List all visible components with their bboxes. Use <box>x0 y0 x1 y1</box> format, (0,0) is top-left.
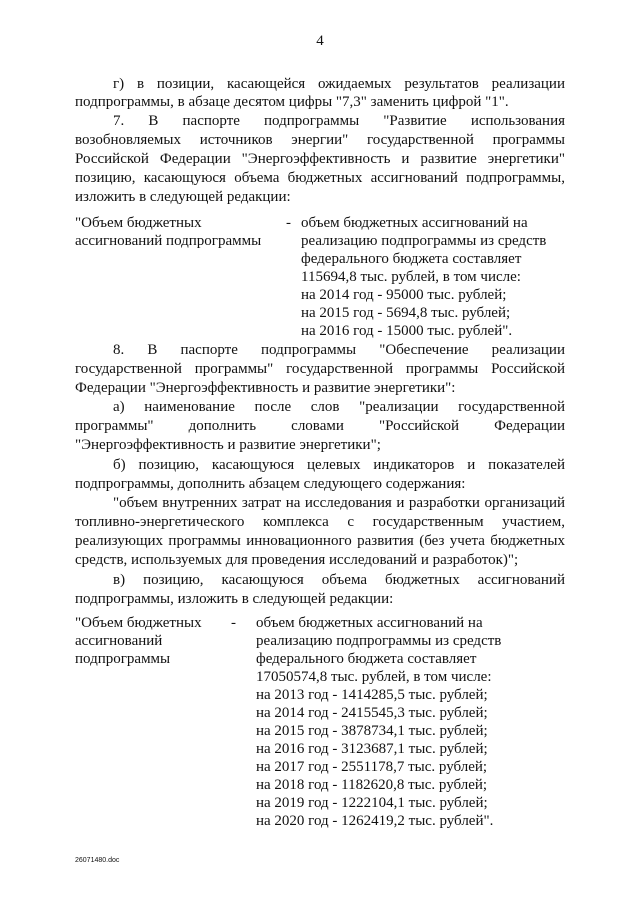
para-7-line-4: позицию, касающуюся объема бюджетных ассигнований подпрограммы, <box>75 170 565 186</box>
para-7-line-1: 7. В паспорте подпрограммы "Развитие использования <box>113 113 565 129</box>
table-1-value-line: на 2016 год - 15000 тыс. рублей". <box>301 323 513 339</box>
quote-line-1: "объем внутренних затрат на исследования и разработки организаций <box>113 495 565 511</box>
quote-line-3: реализующих программы инновационного развития (без учета бюджетных <box>75 533 565 549</box>
para-g-line-2: подпрограммы, в абзаце десятом цифры "7,3" заменить цифрой "1". <box>75 94 509 110</box>
para-8a-line-1: а) наименование после слов "реализации государственной <box>113 399 565 415</box>
para-8-line-3: Федерации "Энергоэффективность и развитие энергетики": <box>75 380 456 396</box>
para-8v-line-2: подпрограммы, изложить в следующей редакции: <box>75 591 394 607</box>
table-2-value-line: реализацию подпрограммы из средств <box>256 633 502 649</box>
table-1-value-line: федерального бюджета составляет <box>301 251 522 267</box>
table-1-value-line: на 2015 год - 5694,8 тыс. рублей; <box>301 305 511 321</box>
table-2-value-line: на 2019 год - 1222104,1 тыс. рублей; <box>256 795 488 811</box>
table-2-value-line: на 2013 год - 1414285,5 тыс. рублей; <box>256 687 488 703</box>
para-8a-line-3: "Энергоэффективность и развитие энергетики"; <box>75 437 381 453</box>
table-2-value-line: на 2014 год - 2415545,3 тыс. рублей; <box>256 705 488 721</box>
table-1-dash: - <box>286 215 291 231</box>
para-8v-line-1: в) позицию, касающуюся объема бюджетных ассигнований <box>113 572 565 588</box>
table-2-value-line: на 2018 год - 1182620,8 тыс. рублей; <box>256 777 488 793</box>
table-1-value-line: объем бюджетных ассигнований на <box>301 215 528 231</box>
para-7-line-2: возобновляемых источников энергии" государственной программы <box>75 132 565 148</box>
table-2-value-line: на 2017 год - 2551178,7 тыс. рублей; <box>256 759 488 775</box>
table-1-value-line: реализацию подпрограммы из средств <box>301 233 547 249</box>
table-2-value-line: 17050574,8 тыс. рублей, в том числе: <box>256 669 492 685</box>
para-8-line-2: государственной программы" государственной программы Российской <box>75 361 565 377</box>
table-2-value-line: объем бюджетных ассигнований на <box>256 615 483 631</box>
para-8a-line-2: программы" дополнить словами "Российской Федерации <box>75 418 565 434</box>
table-2-dash: - <box>231 615 236 631</box>
table-2-value-line: на 2016 год - 3123687,1 тыс. рублей; <box>256 741 488 757</box>
para-8b-line-1: б) позицию, касающуюся целевых индикаторов и показателей <box>113 457 565 473</box>
table-2-label-line-2: ассигнований <box>75 633 163 649</box>
table-1-value-line: на 2014 год - 95000 тыс. рублей; <box>301 287 507 303</box>
para-8b-line-2: подпрограммы, дополнить абзацем следующего содержания: <box>75 476 466 492</box>
para-g-line-1: г) в позиции, касающейся ожидаемых результатов реализации <box>113 76 565 92</box>
page-number: 4 <box>316 33 324 49</box>
table-1-label-line-1: "Объем бюджетных <box>75 215 202 231</box>
table-2-label-line-1: "Объем бюджетных <box>75 615 202 631</box>
table-1-label-line-2: ассигнований подпрограммы <box>75 233 262 249</box>
quote-line-4: средств, используемых для проведения исследований и разработок)"; <box>75 552 519 568</box>
quote-line-2: топливно-энергетического комплекса с государственным участием, <box>75 514 565 530</box>
para-7-line-5: изложить в следующей редакции: <box>75 189 291 205</box>
table-2-value-line: на 2015 год - 3878734,1 тыс. рублей; <box>256 723 488 739</box>
table-1-value-line: 115694,8 тыс. рублей, в том числе: <box>301 269 521 285</box>
footer-filename: 26071480.doc <box>75 857 120 864</box>
para-8-line-1: 8. В паспорте подпрограммы "Обеспечение реализации <box>113 342 565 358</box>
table-2-value-line: на 2020 год - 1262419,2 тыс. рублей". <box>256 813 494 829</box>
table-2-label-line-3: подпрограммы <box>75 651 171 667</box>
para-7-line-3: Российской Федерации "Энергоэффективность и развитие энергетики" <box>75 151 565 167</box>
table-2-value-line: федерального бюджета составляет <box>256 651 477 667</box>
